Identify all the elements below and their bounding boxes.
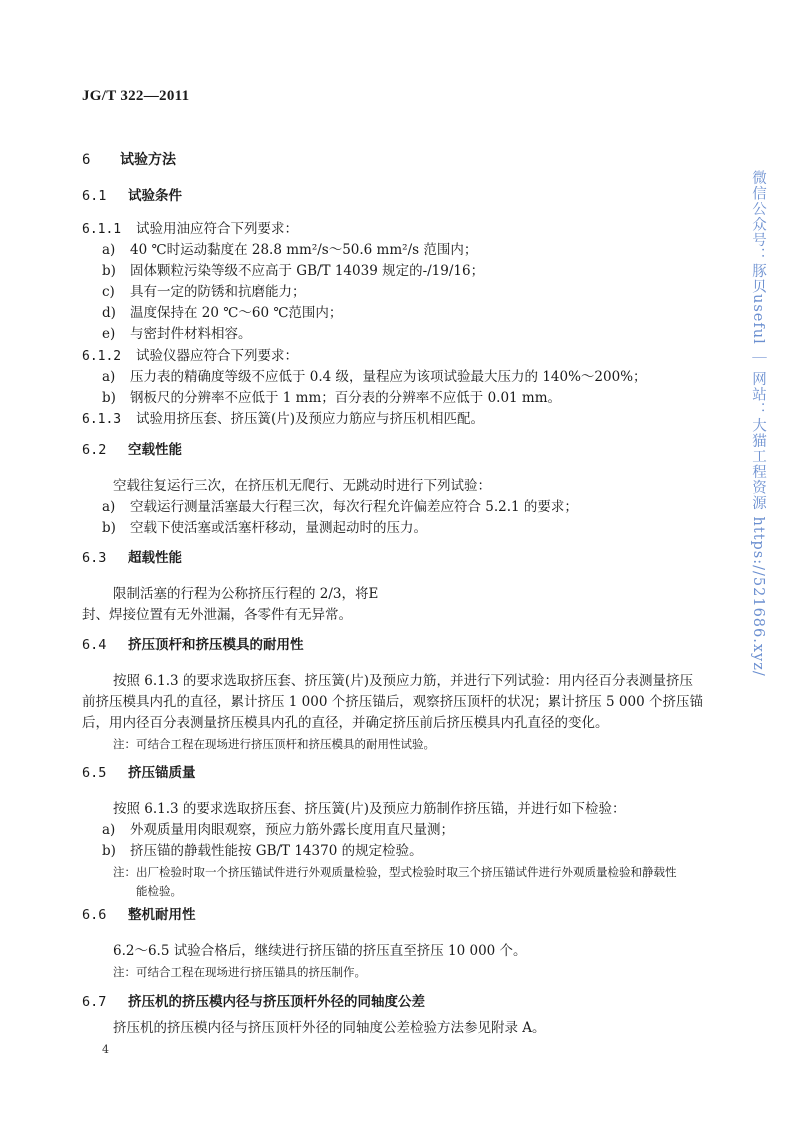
clause-6-1-3: 6.1.3 试验用挤压套、挤压簧(片)及预应力筋应与挤压机相匹配。 bbox=[82, 411, 485, 427]
document-code: JG/T 322—2011 bbox=[82, 88, 190, 104]
paragraph: 挤压机的挤压模内径与挤压顶杆外径的同轴度公差检验方法参见附录 A。 bbox=[113, 1020, 546, 1036]
note: 注：可结合工程在现场进行挤压锚具的挤压制作。 bbox=[113, 965, 366, 979]
note: 注：出厂检验时取一个挤压锚试件进行外观质量检验，型式检验时取三个挤压锚试件进行外观质量检验和静载性 bbox=[113, 865, 677, 879]
list-item: e) 与密封件材料相容。 bbox=[102, 326, 252, 342]
paragraph: 空载往复运行三次，在挤压机无爬行、无跳动时进行下列试验： bbox=[113, 478, 491, 494]
list-item: a) 压力表的精确度等级不应低于 0.4 级，量程应为该项试验最大压力的 140%～200%； bbox=[102, 369, 647, 385]
paragraph: 限制活塞的行程为公称挤压行程的 2/3，将E bbox=[113, 586, 379, 602]
section-heading-6-1: 6.1 试验条件 bbox=[82, 188, 182, 204]
list-item: b) 挤压锚的静载性能按 GB/T 14370 的规定检验。 bbox=[102, 843, 423, 859]
list-item: a) 空载运行测量活塞最大行程三次，每次行程允许偏差应符合 5.2.1 的要求； bbox=[102, 499, 578, 515]
list-item: c) 具有一定的防锈和抗磨能力； bbox=[102, 284, 306, 300]
note: 注：可结合工程在现场进行挤压顶杆和挤压模具的耐用性试验。 bbox=[113, 737, 435, 751]
paragraph-continuation: 前挤压模具内孔的直径，累计挤压 1 000 个挤压锚后，观察挤压顶杆的状况；累计挤压 5 000 个挤压锚 bbox=[82, 694, 703, 710]
section-heading-6-3: 6.3 超载性能 bbox=[82, 550, 182, 566]
list-item: a) 40 ℃时运动黏度在 28.8 mm²/s～50.6 mm²/s 范围内； bbox=[102, 242, 478, 258]
section-heading-6-2: 6.2 空载性能 bbox=[82, 442, 182, 458]
paragraph-continuation: 后，用内径百分表测量挤压模具内孔的直径，并确定挤压前后挤压模具内孔直径的变化。 bbox=[82, 715, 609, 731]
paragraph: 6.2～6.5 试验合格后，继续进行挤压锚的挤压直至挤压 10 000 个。 bbox=[113, 943, 527, 959]
list-item: b) 空载下使活塞或活塞杆移动，量测起动时的压力。 bbox=[102, 520, 427, 536]
section-heading-6-7: 6.7 挤压机的挤压模内径与挤压顶杆外径的同轴度公差 bbox=[82, 994, 425, 1010]
section-heading-6-4: 6.4 挤压顶杆和挤压模具的耐用性 bbox=[82, 637, 304, 653]
watermark: 微信公众号：豚贝useful ｜ 网站：大猫工程资源 https://521686.xyz/ bbox=[750, 170, 766, 677]
paragraph: 按照 6.1.3 的要求选取挤压套、挤压簧(片)及预应力筋制作挤压锚，并进行如下检验： bbox=[113, 801, 626, 817]
list-item: b) 固体颗粒污染等级不应高于 GB/T 14039 规定的-/19/16； bbox=[102, 263, 485, 279]
section-heading-6-6: 6.6 整机耐用性 bbox=[82, 907, 196, 923]
clause-6-1-1: 6.1.1 试验用油应符合下列要求： bbox=[82, 221, 298, 237]
clause-6-1-2: 6.1.2 试验仪器应符合下列要求： bbox=[82, 348, 298, 364]
paragraph-continuation: 封、焊接位置有无外泄漏，各零件有无异常。 bbox=[82, 607, 352, 623]
paragraph: 按照 6.1.3 的要求选取挤压套、挤压簧(片)及预应力筋，并进行下列试验：用内径百分表测量挤压 bbox=[113, 673, 693, 689]
list-item: b) 钢板尺的分辨率不应低于 1 mm；百分表的分辨率不应低于 0.01 mm。 bbox=[102, 390, 562, 406]
list-item: a) 外观质量用肉眼观察，预应力筋外露长度用直尺量测； bbox=[102, 822, 454, 838]
section-heading-6-5: 6.5 挤压锚质量 bbox=[82, 765, 196, 781]
list-item: d) 温度保持在 20 ℃～60 ℃范围内； bbox=[102, 305, 343, 321]
page-number: 4 bbox=[102, 1043, 109, 1056]
section-heading-6: 6 试验方法 bbox=[82, 152, 176, 168]
note-continuation: 能检验。 bbox=[136, 884, 182, 898]
